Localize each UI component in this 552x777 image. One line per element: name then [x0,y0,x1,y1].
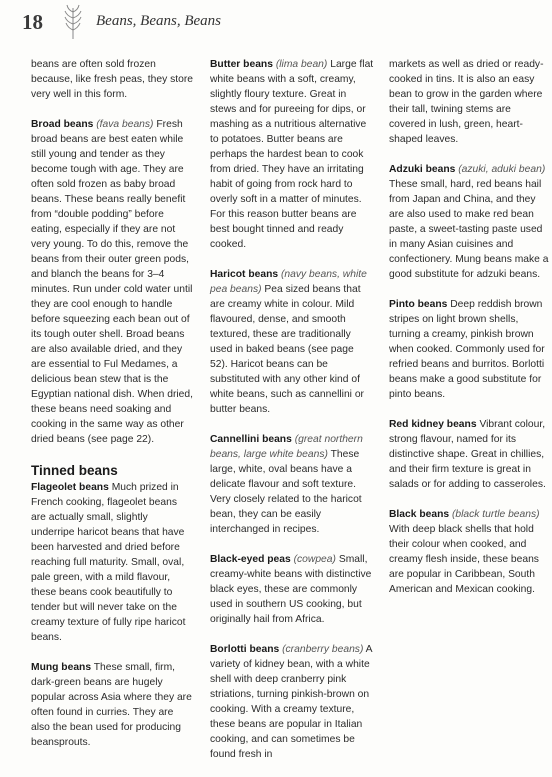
entry-butter-beans [210,57,374,252]
entry-alt-name: (fava beans) [96,119,154,130]
entry-term: Mung beans [31,662,92,673]
entry-text: A variety of kidney bean, with a white shell with deep cranberry pink striations, turning pinkish-brown on cooking. With a creamy texture, these beans are popular in Italian cooking, and can sometimes be found fresh in [210,644,372,760]
section-heading: Tinned beans [31,463,118,478]
page-header [0,0,552,50]
wheat-icon [62,4,84,40]
entry-term: Flageolet beans [31,482,109,493]
entry-term: Red kidney beans [389,419,477,430]
entry-adzuki-beans [389,162,549,282]
entry-alt-name: (black turtle beans) [451,509,540,520]
entry-term: Haricot beans [210,269,279,280]
entry-alt-name: (lima bean) [275,59,328,70]
entry-broad-beans [31,117,193,447]
entry-black-eyed-peas [210,552,374,627]
entry-alt-name: (azuki, aduki bean) [458,164,546,175]
entry-borlotti-beans [210,642,374,762]
entry-red-kidney-beans [389,417,549,492]
entry-term: Pinto beans [389,299,448,310]
entry-term: Black beans [389,509,450,520]
entry-flageolet-beans [31,480,193,645]
entry-text: These large, white, oval beans have a delicate flavour and soft texture. Very closely related to the haricot bean, they can be easily interchanged in recipes. [210,449,362,535]
paragraph-intro: beans are often sold frozen because, like fresh peas, they store very well in this form. [31,59,193,100]
entry-term: Broad beans [31,119,94,130]
entry-text: These small, firm, dark-green beans are hugely popular across Asia where they are often found in curries. They are also the bean used for producing beansprouts. [31,662,192,748]
entry-term: Black-eyed peas [210,554,291,565]
column-2 [210,57,374,777]
column-3 [389,57,549,612]
entry-text: Deep reddish brown stripes on light brown shells, turning a creamy, pinkish brown when cooked. Commonly used for refried beans and burritos. Borlotti beans make a good substitute for pinto beans. [389,299,545,400]
entry-text: Large flat white beans with a soft, creamy, slightly floury texture. Great in stews and for pureeing for dips, or mashing as a nutritious alternative to potatoes. Butter beans are perhaps the hardest bean to cook from dried. They have an irritating habit of going from rock hard to overly soft in a matter of minutes. For this reason butter beans are best bought tinned and ready cooked. [210,59,374,250]
entry-text: With deep black shells that hold their colour when cooked, and creamy flesh inside, these beans are popular in Caribbean, South American and Mexican cooking. [389,524,539,595]
entry-term: Butter beans [210,59,273,70]
entry-cannellini-beans [210,432,374,537]
entry-mung-beans [31,660,193,750]
entry-haricot-beans [210,267,374,417]
entry-text: Pea sized beans that are creamy white in colour. Mild flavoured, dense, and smooth textured, these are traditionally used in baked beans (see page 52). Haricot beans can be substituted with any other kind of white beans, such as cannellini or butter beans. [210,284,364,415]
entry-text: These small, hard, red beans hail from Japan and China, and they are also used to make red bean paste, a sweet-tasting paste used in many Asian cuisines and confectionery. Mung beans make a good substitute for adzuki beans. [389,179,549,280]
entry-term: Borlotti beans [210,644,280,655]
running-title: Beans, Beans, Beans [96,13,221,29]
entry-pinto-beans [389,297,549,402]
column-1 [31,57,193,765]
page-number: 18 [22,10,43,34]
paragraph-continued: markets as well as dried or ready-cooked in tins. It is also an easy bean to grow in the garden where their tall, twining stems are covered in lush, green, heart-shaped leaves. [389,59,544,145]
entry-term: Adzuki beans [389,164,456,175]
entry-alt-name: (cranberry beans) [282,644,364,655]
entry-text: Small, creamy-white beans with distinctive black eyes, these are commonly used in southern US cooking, but originally hail from Africa. [210,554,372,625]
entry-text: Vibrant colour, strong flavour, named for its distinctive shape. Great in chillies, and their firm texture is great in salads or for adding to casseroles. [389,419,546,490]
entry-black-beans [389,507,549,597]
entry-alt-name: (navy beans, white pea beans) [210,269,367,295]
entry-text: Fresh broad beans are best eaten while still young and tender as they become tough with age. They are often sold frozen as baby broad beans. These beans really benefit from “double podding” before eating, especially if they are not very young. To do this, remove the beans from their outer green pods, and blanch the beans for 3–4 minutes. Run under cold water until they are cool enough to handle before squeezing each bean out of its tough outer shell. Broad beans are also available dried, and they are essential to Ful Medames, a delicious bean stew that is the Egyptian national dish. When dried, these beans need soaking and cooking in the same way as other dried beans (see page 22). [31,119,193,445]
entry-alt-name: (great northern beans, large white beans) [210,434,363,460]
entry-term: Cannellini beans [210,434,292,445]
entry-text: Much prized in French cooking, flageolet beans are actually small, slightly underripe haricot beans that have been harvested and dried before reaching full maturity. Small, oval, pale green, with a mild flavour, these beans cook beautifully to tender but will never take on the creamy texture of fully ripe haricot beans. [31,482,186,643]
entry-alt-name: (cowpea) [293,554,336,565]
